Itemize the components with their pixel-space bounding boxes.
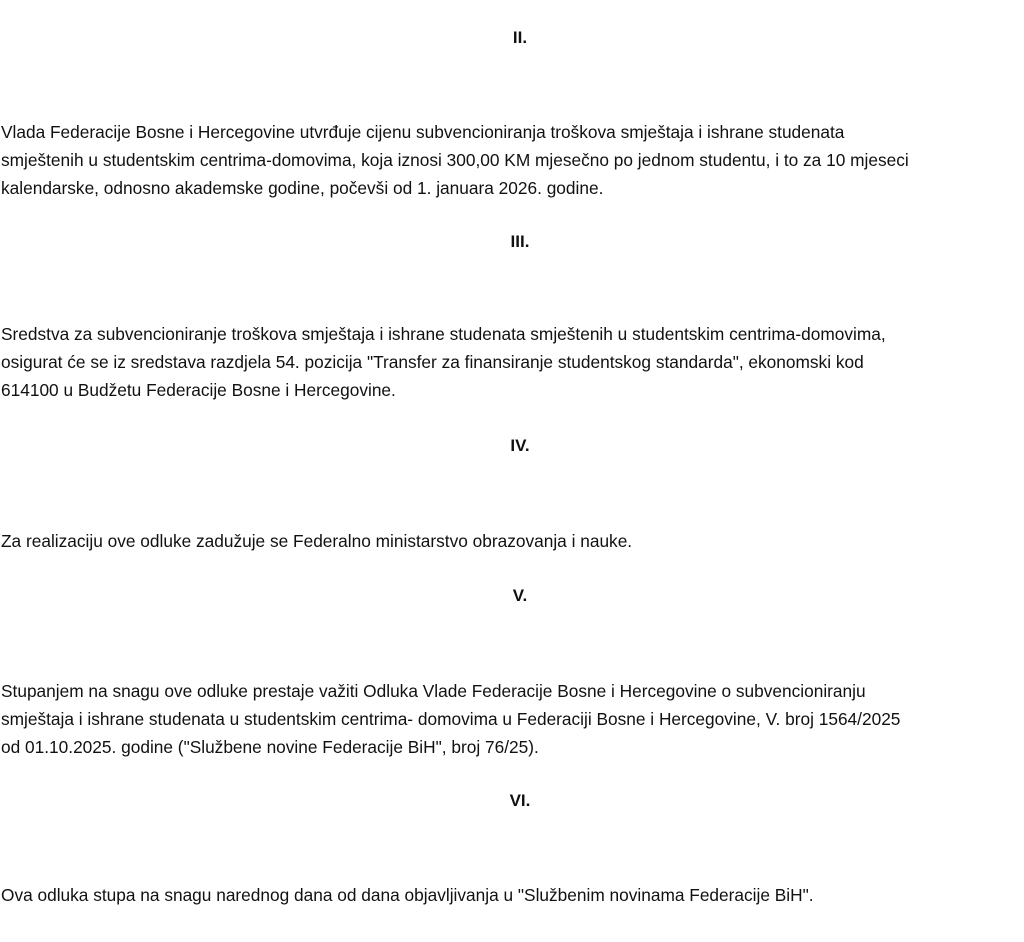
text-line: Sredstva za subvencioniranje troškova smještaja i ishrane studenata smještenih u studentskim centrima-domovima, bbox=[1, 324, 886, 344]
text-line: osigurat će se iz sredstava razdjela 54. pozicija "Transfer za finansiranje studentskog standarda", ekonomski kod bbox=[1, 352, 864, 372]
text-line: Stupanjem na snagu ove odluke prestaje važiti Odluka Vlade Federacije Bosne i Hercegovine o subvencioniranju bbox=[1, 681, 866, 701]
text-line: smještaja i ishrane studenata u studentskim centrima- domovima u Federaciji Bosne i Hercegovine, V. broj 1564/2025 bbox=[1, 709, 901, 729]
text-line: smještenih u studentskim centrima-domovima, koja iznosi 300,00 KM mjesečno po jednom studentu, i to za 10 mjeseci bbox=[1, 150, 909, 170]
article-heading-6: VI. bbox=[509, 791, 531, 810]
article-heading-3: III. bbox=[510, 232, 530, 251]
article-2-text bbox=[1, 118, 1024, 202]
text-line: Za realizaciju ove odluke zadužuje se Federalno ministarstvo obrazovanja i nauke. bbox=[1, 531, 633, 551]
text-line: Ova odluka stupa na snagu narednog dana od dana objavljivanja u "Službenim novinama Federacije BiH". bbox=[1, 885, 814, 905]
article-heading-5: V. bbox=[512, 586, 528, 605]
article-4-text bbox=[1, 527, 1024, 555]
article-6-text bbox=[1, 881, 1024, 909]
article-5-text bbox=[1, 677, 1024, 761]
article-3-text bbox=[1, 320, 1024, 404]
text-line: od 01.10.2025. godine ("Službene novine Federacije BiH", broj 76/25). bbox=[1, 737, 539, 757]
article-heading-2: II. bbox=[512, 28, 528, 47]
text-line: 614100 u Budžetu Federacije Bosne i Hercegovine. bbox=[1, 380, 396, 400]
text-line: kalendarske, odnosno akademske godine, počevši od 1. januara 2026. godine. bbox=[1, 178, 604, 198]
text-line: Vlada Federacije Bosne i Hercegovine utvrđuje cijenu subvencioniranja troškova smještaja i ishrane studenata bbox=[1, 122, 845, 142]
article-heading-4: IV. bbox=[510, 436, 530, 455]
